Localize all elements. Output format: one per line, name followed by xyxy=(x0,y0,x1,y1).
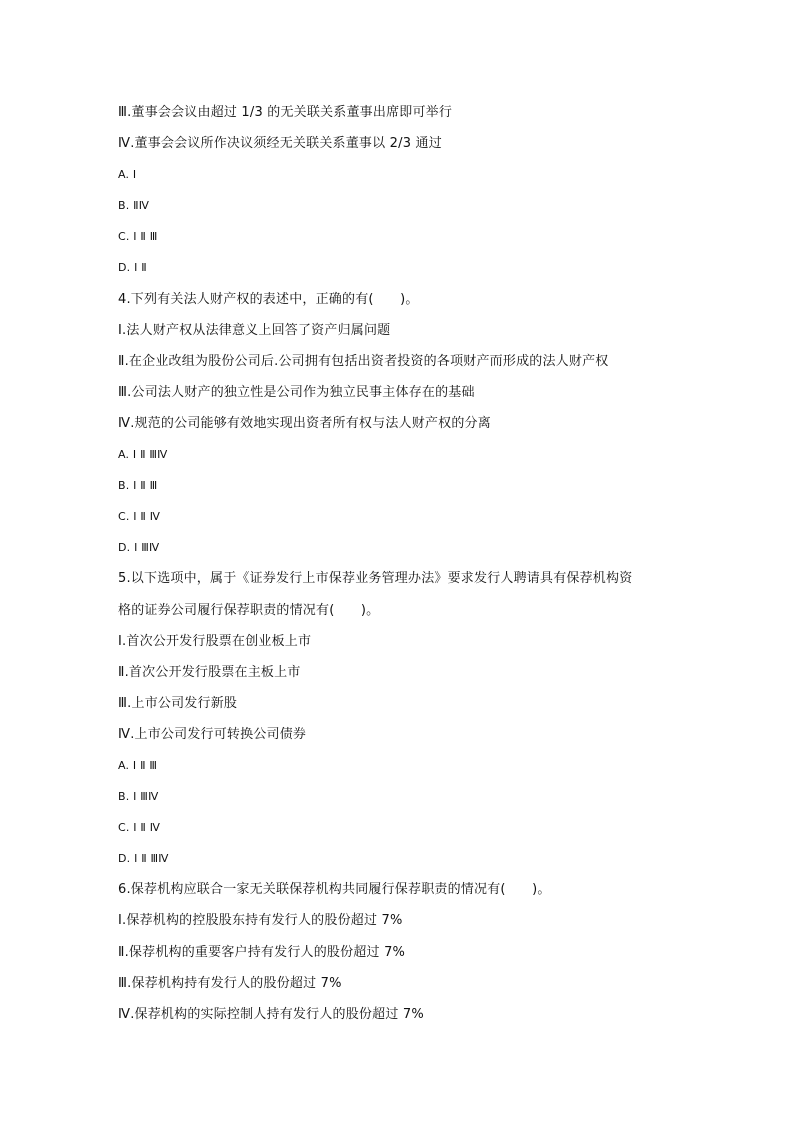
statement-line: Ⅳ.规范的公司能够有效地实现出资者所有权与法人财产权的分离 xyxy=(118,415,491,431)
statement-line: Ⅲ.上市公司发行新股 xyxy=(118,695,238,711)
statement-line: Ⅲ.公司法人财产的独立性是公司作为独立民事主体存在的基础 xyxy=(118,384,475,400)
option-line: A. Ⅰ Ⅱ ⅢⅣ xyxy=(118,448,168,462)
statement-line: Ⅱ.首次公开发行股票在主板上市 xyxy=(118,664,301,680)
statement-line: Ⅰ.法人财产权从法律意义上回答了资产归属问题 xyxy=(118,322,391,338)
option-line: D. Ⅰ Ⅱ xyxy=(118,261,147,275)
question-line: 格的证券公司履行保荐职责的情况有( )。 xyxy=(118,602,380,618)
statement-line: Ⅱ.保荐机构的重要客户持有发行人的股份超过 7% xyxy=(118,944,406,960)
option-line: B. Ⅰ Ⅱ Ⅲ xyxy=(118,479,158,493)
option-line: C. Ⅰ Ⅱ Ⅳ xyxy=(118,821,161,835)
statement-line: Ⅱ.在企业改组为股份公司后.公司拥有包括出资者投资的各项财产而形成的法人财产权 xyxy=(118,353,609,369)
statement-line: Ⅳ.董事会会议所作决议须经无关联关系董事以 2/3 通过 xyxy=(118,136,442,152)
statement-line: Ⅳ.上市公司发行可转换公司债券 xyxy=(118,726,307,742)
statement-line: Ⅰ.保荐机构的控股股东持有发行人的股份超过 7% xyxy=(118,913,403,929)
option-line: B. Ⅰ ⅢⅣ xyxy=(118,790,159,804)
option-line: C. Ⅰ Ⅱ Ⅳ xyxy=(118,510,161,524)
option-line: B. ⅡⅣ xyxy=(118,199,150,213)
option-line: A. Ⅰ Ⅱ Ⅲ xyxy=(118,758,158,772)
statement-line: Ⅳ.保荐机构的实际控制人持有发行人的股份超过 7% xyxy=(118,1006,424,1022)
document-body xyxy=(118,97,718,1030)
question-line: 6.保荐机构应联合一家无关联保荐机构共同履行保荐职责的情况有( )。 xyxy=(118,882,551,898)
option-line: C. Ⅰ Ⅱ Ⅲ xyxy=(118,230,158,244)
question-line: 5.以下选项中，属于《证券发行上市保荐业务管理办法》要求发行人聘请具有保荐机构资 xyxy=(118,571,633,587)
option-line: A. Ⅰ xyxy=(118,168,137,182)
statement-line: Ⅰ.首次公开发行股票在创业板上市 xyxy=(118,633,312,649)
statement-line: Ⅲ.董事会会议由超过 1/3 的无关联关系董事出席即可举行 xyxy=(118,105,453,120)
question-line: 4.下列有关法人财产权的表述中，正确的有( )。 xyxy=(118,291,419,307)
option-line: D. Ⅰ Ⅱ ⅢⅣ xyxy=(118,852,169,866)
statement-line: Ⅲ.保荐机构持有发行人的股份超过 7% xyxy=(118,975,342,991)
option-line: D. Ⅰ ⅢⅣ xyxy=(118,541,160,555)
